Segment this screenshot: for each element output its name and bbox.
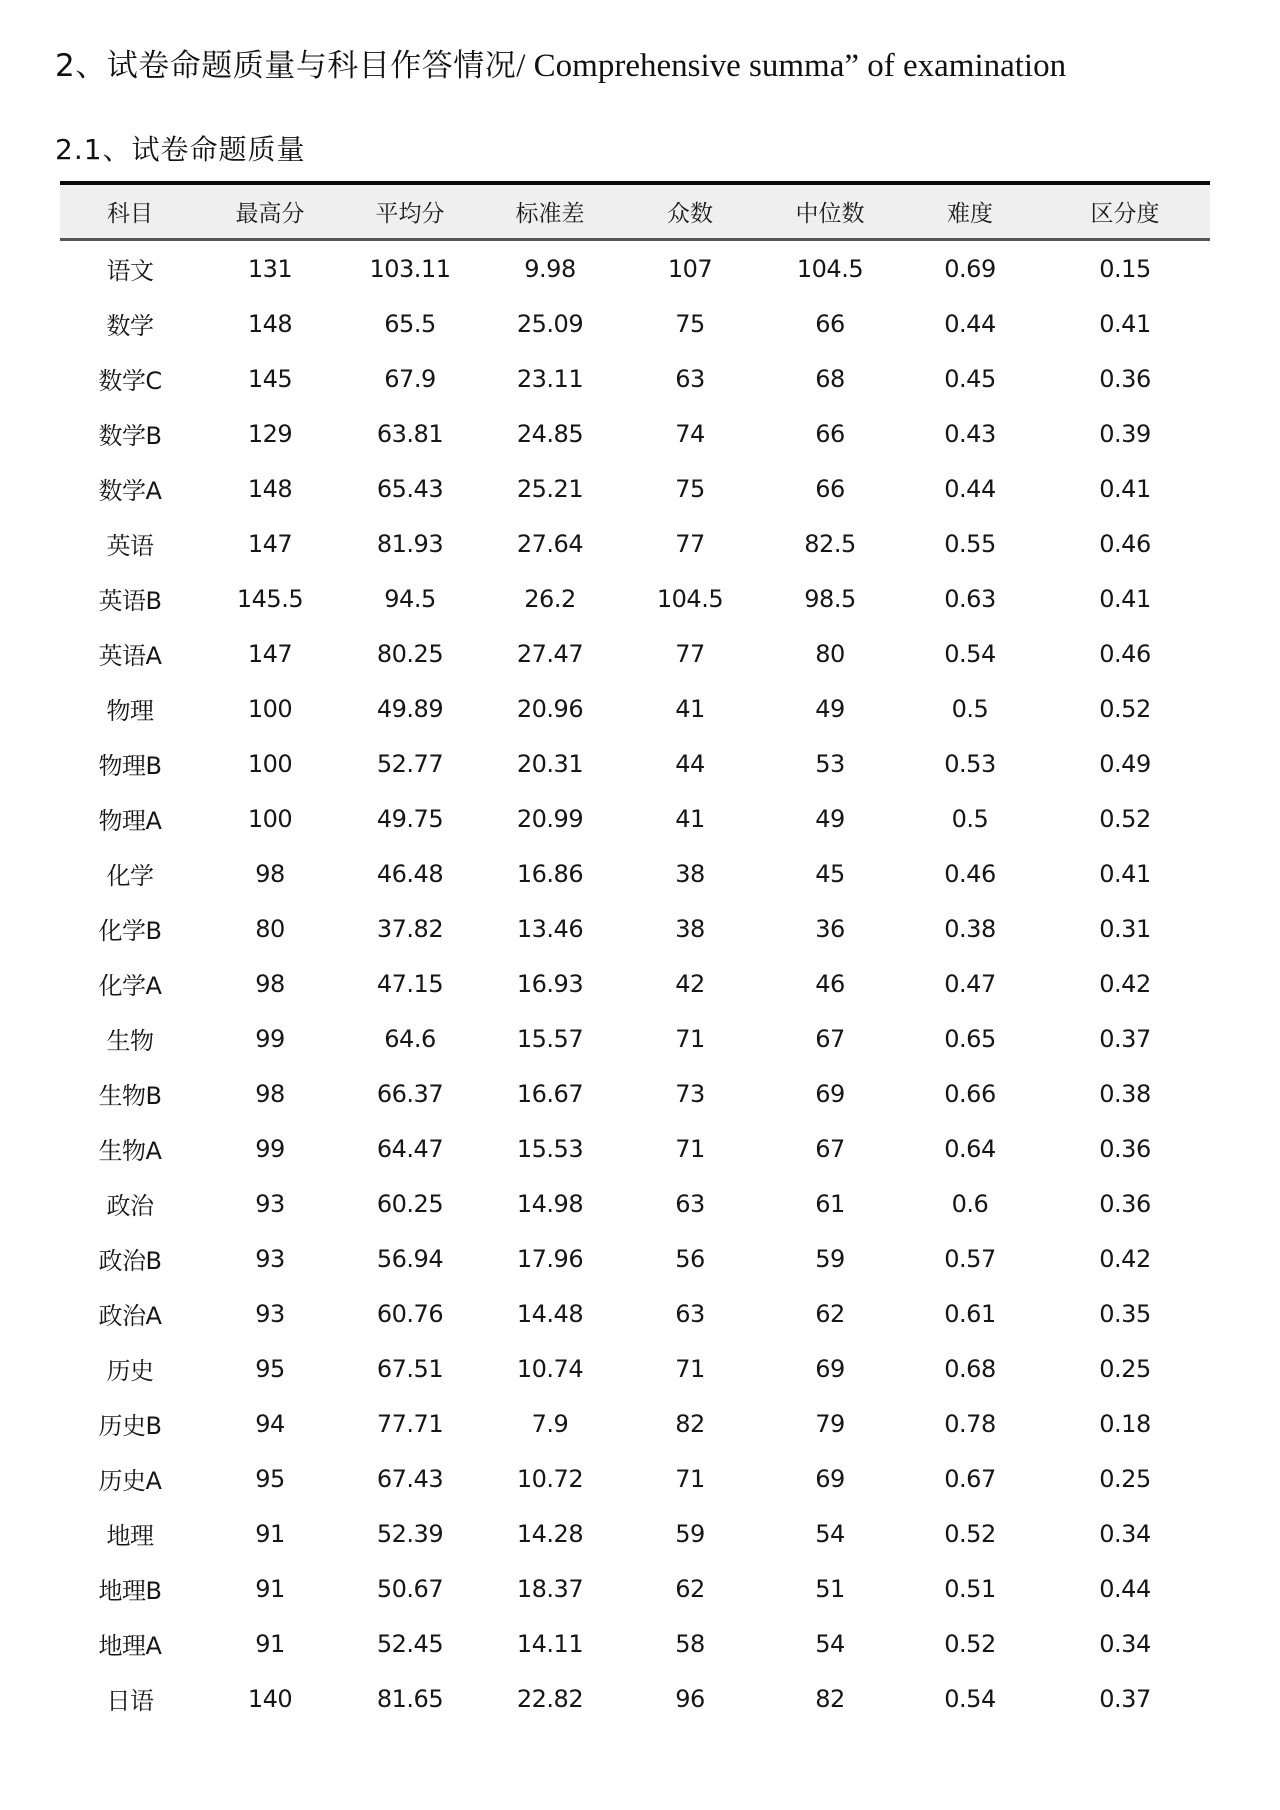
cell-mode: 44 [675,749,705,778]
cell-median: 69 [815,1079,845,1108]
cell-discrimination: 0.34 [1099,1519,1151,1548]
cell-discrimination: 0.34 [1099,1629,1151,1658]
cell-median: 80 [815,639,845,668]
cell-std-dev: 23.11 [516,364,584,393]
cell-mean-score: 52.45 [376,1629,444,1658]
header-mode: 众数 [620,183,760,240]
cell-std-dev: 14.11 [516,1629,584,1658]
cell-median: 51 [815,1574,845,1603]
table-row [60,1341,1210,1396]
cell-subject: 生物B [98,1082,162,1110]
cell-std-dev: 27.47 [516,639,584,668]
cell-mean-score: 49.89 [376,694,444,723]
exam-quality-table-container [60,181,1210,1726]
cell-std-dev: 22.82 [516,1684,584,1713]
cell-std-dev: 24.85 [516,419,584,448]
cell-mean-score: 81.93 [376,529,444,558]
cell-median: 45 [815,859,845,888]
cell-max-score: 100 [247,694,293,723]
table-row [60,1506,1210,1561]
cell-median: 46 [815,969,845,998]
cell-subject: 政治B [98,1247,162,1275]
cell-median: 104.5 [796,254,864,283]
cell-mode: 56 [675,1244,705,1273]
cell-difficulty: 0.47 [944,969,996,998]
cell-subject: 政治 [106,1192,154,1220]
cell-median: 54 [815,1519,845,1548]
cell-median: 69 [815,1354,845,1383]
table-row [60,516,1210,571]
table-row [60,681,1210,736]
cell-std-dev: 9.98 [524,254,576,283]
cell-std-dev: 15.57 [516,1024,584,1053]
cell-difficulty: 0.6 [951,1189,989,1218]
cell-max-score: 94 [255,1409,285,1438]
cell-mode: 38 [675,914,705,943]
cell-difficulty: 0.57 [944,1244,996,1273]
cell-mode: 82 [675,1409,705,1438]
cell-discrimination: 0.15 [1099,254,1151,283]
cell-subject: 数学A [98,477,162,505]
cell-mode: 96 [675,1684,705,1713]
table-row [60,571,1210,626]
cell-difficulty: 0.54 [944,1684,996,1713]
cell-std-dev: 25.09 [516,309,584,338]
cell-subject: 数学 [106,312,154,340]
table-row [60,296,1210,351]
cell-max-score: 98 [255,969,285,998]
cell-max-score: 145.5 [236,584,304,613]
cell-subject: 历史B [98,1412,162,1440]
cell-median: 54 [815,1629,845,1658]
cell-std-dev: 14.28 [516,1519,584,1548]
cell-discrimination: 0.41 [1099,474,1151,503]
header-difficulty: 难度 [900,183,1040,240]
cell-difficulty: 0.46 [944,859,996,888]
table-row [60,956,1210,1011]
cell-mean-score: 52.39 [376,1519,444,1548]
cell-discrimination: 0.36 [1099,364,1151,393]
cell-mean-score: 65.43 [376,474,444,503]
cell-std-dev: 16.86 [516,859,584,888]
cell-max-score: 100 [247,804,293,833]
header-median: 中位数 [760,183,900,240]
table-row [60,901,1210,956]
cell-std-dev: 27.64 [516,529,584,558]
cell-mean-score: 64.6 [384,1024,436,1053]
cell-max-score: 95 [255,1464,285,1493]
cell-max-score: 98 [255,859,285,888]
cell-std-dev: 17.96 [516,1244,584,1273]
cell-discrimination: 0.42 [1099,969,1151,998]
cell-subject: 政治A [98,1302,162,1330]
table-row [60,791,1210,846]
cell-difficulty: 0.65 [944,1024,996,1053]
cell-std-dev: 7.9 [531,1409,569,1438]
cell-mode: 41 [675,804,705,833]
cell-mode: 71 [675,1024,705,1053]
section-title-en: / Comprehensive summa” of examination [516,48,1067,84]
cell-mean-score: 103.11 [369,254,451,283]
cell-discrimination: 0.39 [1099,419,1151,448]
cell-std-dev: 14.48 [516,1299,584,1328]
cell-mode: 58 [675,1629,705,1658]
cell-median: 67 [815,1134,845,1163]
cell-max-score: 148 [247,474,293,503]
cell-subject: 数学C [98,367,162,395]
cell-mode: 59 [675,1519,705,1548]
cell-median: 59 [815,1244,845,1273]
table-row [60,626,1210,681]
header-mean-score: 平均分 [340,183,480,240]
cell-difficulty: 0.5 [951,804,989,833]
table-row [60,1231,1210,1286]
cell-mode: 62 [675,1574,705,1603]
cell-median: 98.5 [804,584,856,613]
table-row [60,846,1210,901]
cell-subject: 英语A [98,642,162,670]
table-row [60,1451,1210,1506]
cell-mean-score: 66.37 [376,1079,444,1108]
cell-discrimination: 0.37 [1099,1684,1151,1713]
cell-subject: 化学B [98,917,162,945]
table-row [60,1396,1210,1451]
cell-std-dev: 20.31 [516,749,584,778]
cell-mode: 63 [675,1299,705,1328]
cell-discrimination: 0.37 [1099,1024,1151,1053]
cell-max-score: 99 [255,1134,285,1163]
table-row [60,1121,1210,1176]
cell-subject: 化学A [98,972,162,1000]
cell-discrimination: 0.42 [1099,1244,1151,1273]
cell-discrimination: 0.46 [1099,529,1151,558]
cell-mean-score: 56.94 [376,1244,444,1273]
table-row [60,736,1210,791]
cell-max-score: 91 [255,1629,285,1658]
cell-difficulty: 0.52 [944,1519,996,1548]
cell-median: 68 [815,364,845,393]
cell-subject: 英语 [106,532,154,560]
cell-mean-score: 46.48 [376,859,444,888]
cell-median: 49 [815,694,845,723]
cell-difficulty: 0.78 [944,1409,996,1438]
cell-discrimination: 0.35 [1099,1299,1151,1328]
cell-discrimination: 0.25 [1099,1464,1151,1493]
cell-difficulty: 0.5 [951,694,989,723]
table-row [60,1066,1210,1121]
cell-mode: 71 [675,1134,705,1163]
cell-discrimination: 0.41 [1099,309,1151,338]
cell-subject: 历史A [98,1467,162,1495]
table-row [60,461,1210,516]
cell-std-dev: 13.46 [516,914,584,943]
cell-median: 61 [815,1189,845,1218]
cell-difficulty: 0.69 [944,254,996,283]
cell-mean-score: 67.9 [384,364,436,393]
cell-difficulty: 0.54 [944,639,996,668]
cell-subject: 日语 [106,1687,154,1715]
cell-mean-score: 63.81 [376,419,444,448]
header-std-dev: 标准差 [480,183,620,240]
cell-subject: 生物 [106,1027,154,1055]
cell-median: 66 [815,419,845,448]
cell-difficulty: 0.55 [944,529,996,558]
cell-mean-score: 67.43 [376,1464,444,1493]
header-discrimination: 区分度 [1040,183,1210,240]
cell-subject: 生物A [98,1137,162,1165]
cell-mode: 77 [675,639,705,668]
cell-median: 67 [815,1024,845,1053]
cell-mean-score: 47.15 [376,969,444,998]
cell-std-dev: 15.53 [516,1134,584,1163]
cell-mean-score: 50.67 [376,1574,444,1603]
cell-subject: 物理A [98,807,162,835]
cell-std-dev: 18.37 [516,1574,584,1603]
table-row [60,1616,1210,1671]
cell-std-dev: 26.2 [524,584,576,613]
cell-median: 79 [815,1409,845,1438]
cell-std-dev: 25.21 [516,474,584,503]
cell-subject: 物理B [98,752,162,780]
cell-std-dev: 14.98 [516,1189,584,1218]
cell-max-score: 99 [255,1024,285,1053]
cell-mode: 41 [675,694,705,723]
cell-median: 66 [815,474,845,503]
cell-median: 69 [815,1464,845,1493]
cell-subject: 地理A [98,1632,162,1660]
cell-mode: 75 [675,309,705,338]
cell-std-dev: 20.96 [516,694,584,723]
cell-mode: 38 [675,859,705,888]
table-row [60,1671,1210,1726]
cell-subject: 地理 [106,1522,154,1550]
cell-median: 62 [815,1299,845,1328]
cell-max-score: 145 [247,364,293,393]
cell-max-score: 129 [247,419,293,448]
table-row [60,406,1210,461]
cell-max-score: 100 [247,749,293,778]
cell-discrimination: 0.18 [1099,1409,1151,1438]
cell-difficulty: 0.64 [944,1134,996,1163]
cell-discrimination: 0.36 [1099,1189,1151,1218]
cell-difficulty: 0.43 [944,419,996,448]
cell-median: 82 [815,1684,845,1713]
cell-discrimination: 0.46 [1099,639,1151,668]
cell-mean-score: 49.75 [376,804,444,833]
cell-std-dev: 16.93 [516,969,584,998]
cell-max-score: 147 [247,639,293,668]
cell-max-score: 140 [247,1684,293,1713]
cell-median: 82.5 [804,529,856,558]
subsection-title: 2.1、试卷命题质量 [55,133,306,166]
cell-mode: 77 [675,529,705,558]
cell-difficulty: 0.63 [944,584,996,613]
cell-mode: 63 [675,1189,705,1218]
table-row [60,240,1210,297]
cell-mean-score: 94.5 [384,584,436,613]
table-body [60,240,1210,1727]
cell-mode: 63 [675,364,705,393]
cell-discrimination: 0.52 [1099,694,1151,723]
cell-mean-score: 81.65 [376,1684,444,1713]
table-row [60,351,1210,406]
cell-mean-score: 67.51 [376,1354,444,1383]
cell-discrimination: 0.41 [1099,859,1151,888]
cell-discrimination: 0.38 [1099,1079,1151,1108]
cell-mean-score: 77.71 [376,1409,444,1438]
cell-median: 36 [815,914,845,943]
cell-discrimination: 0.49 [1099,749,1151,778]
cell-max-score: 95 [255,1354,285,1383]
cell-max-score: 147 [247,529,293,558]
table-row [60,1176,1210,1231]
cell-median: 49 [815,804,845,833]
cell-std-dev: 16.67 [516,1079,584,1108]
cell-difficulty: 0.67 [944,1464,996,1493]
cell-mode: 107 [667,254,713,283]
cell-discrimination: 0.36 [1099,1134,1151,1163]
cell-mean-score: 52.77 [376,749,444,778]
cell-difficulty: 0.44 [944,474,996,503]
cell-subject: 英语B [98,587,162,615]
cell-discrimination: 0.41 [1099,584,1151,613]
header-subject: 科目 [60,183,200,240]
cell-std-dev: 20.99 [516,804,584,833]
cell-mode: 75 [675,474,705,503]
cell-mean-score: 60.76 [376,1299,444,1328]
cell-mean-score: 60.25 [376,1189,444,1218]
cell-difficulty: 0.38 [944,914,996,943]
section-title [55,44,1066,88]
cell-max-score: 93 [255,1244,285,1273]
cell-max-score: 80 [255,914,285,943]
cell-subject: 历史 [106,1357,154,1385]
cell-difficulty: 0.53 [944,749,996,778]
cell-subject: 物理 [106,697,154,725]
cell-median: 53 [815,749,845,778]
header-max-score: 最高分 [200,183,340,240]
cell-mean-score: 65.5 [384,309,436,338]
cell-discrimination: 0.31 [1099,914,1151,943]
cell-difficulty: 0.68 [944,1354,996,1383]
cell-mode: 42 [675,969,705,998]
table-row [60,1286,1210,1341]
cell-mean-score: 64.47 [376,1134,444,1163]
cell-difficulty: 0.61 [944,1299,996,1328]
cell-subject: 地理B [98,1577,162,1605]
cell-max-score: 91 [255,1519,285,1548]
cell-difficulty: 0.52 [944,1629,996,1658]
cell-median: 66 [815,309,845,338]
table-row [60,1011,1210,1066]
cell-mode: 71 [675,1354,705,1383]
cell-subject: 语文 [106,257,154,285]
cell-std-dev: 10.72 [516,1464,584,1493]
cell-max-score: 93 [255,1299,285,1328]
cell-max-score: 98 [255,1079,285,1108]
table-header-row [60,183,1210,240]
cell-mode: 74 [675,419,705,448]
table-header [60,183,1210,240]
cell-max-score: 93 [255,1189,285,1218]
cell-mode: 71 [675,1464,705,1493]
cell-max-score: 148 [247,309,293,338]
exam-quality-table [60,181,1210,1726]
cell-difficulty: 0.45 [944,364,996,393]
cell-discrimination: 0.44 [1099,1574,1151,1603]
cell-difficulty: 0.44 [944,309,996,338]
section-title-cn: 2、试卷命题质量与科目作答情况 [55,48,517,84]
cell-mode: 104.5 [656,584,724,613]
cell-discrimination: 0.25 [1099,1354,1151,1383]
cell-discrimination: 0.52 [1099,804,1151,833]
cell-mode: 73 [675,1079,705,1108]
cell-max-score: 91 [255,1574,285,1603]
cell-subject: 数学B [98,422,162,450]
cell-std-dev: 10.74 [516,1354,584,1383]
table-row [60,1561,1210,1616]
cell-subject: 化学 [106,862,154,890]
cell-difficulty: 0.51 [944,1574,996,1603]
cell-mean-score: 80.25 [376,639,444,668]
cell-max-score: 131 [247,254,293,283]
cell-difficulty: 0.66 [944,1079,996,1108]
cell-mean-score: 37.82 [376,914,444,943]
